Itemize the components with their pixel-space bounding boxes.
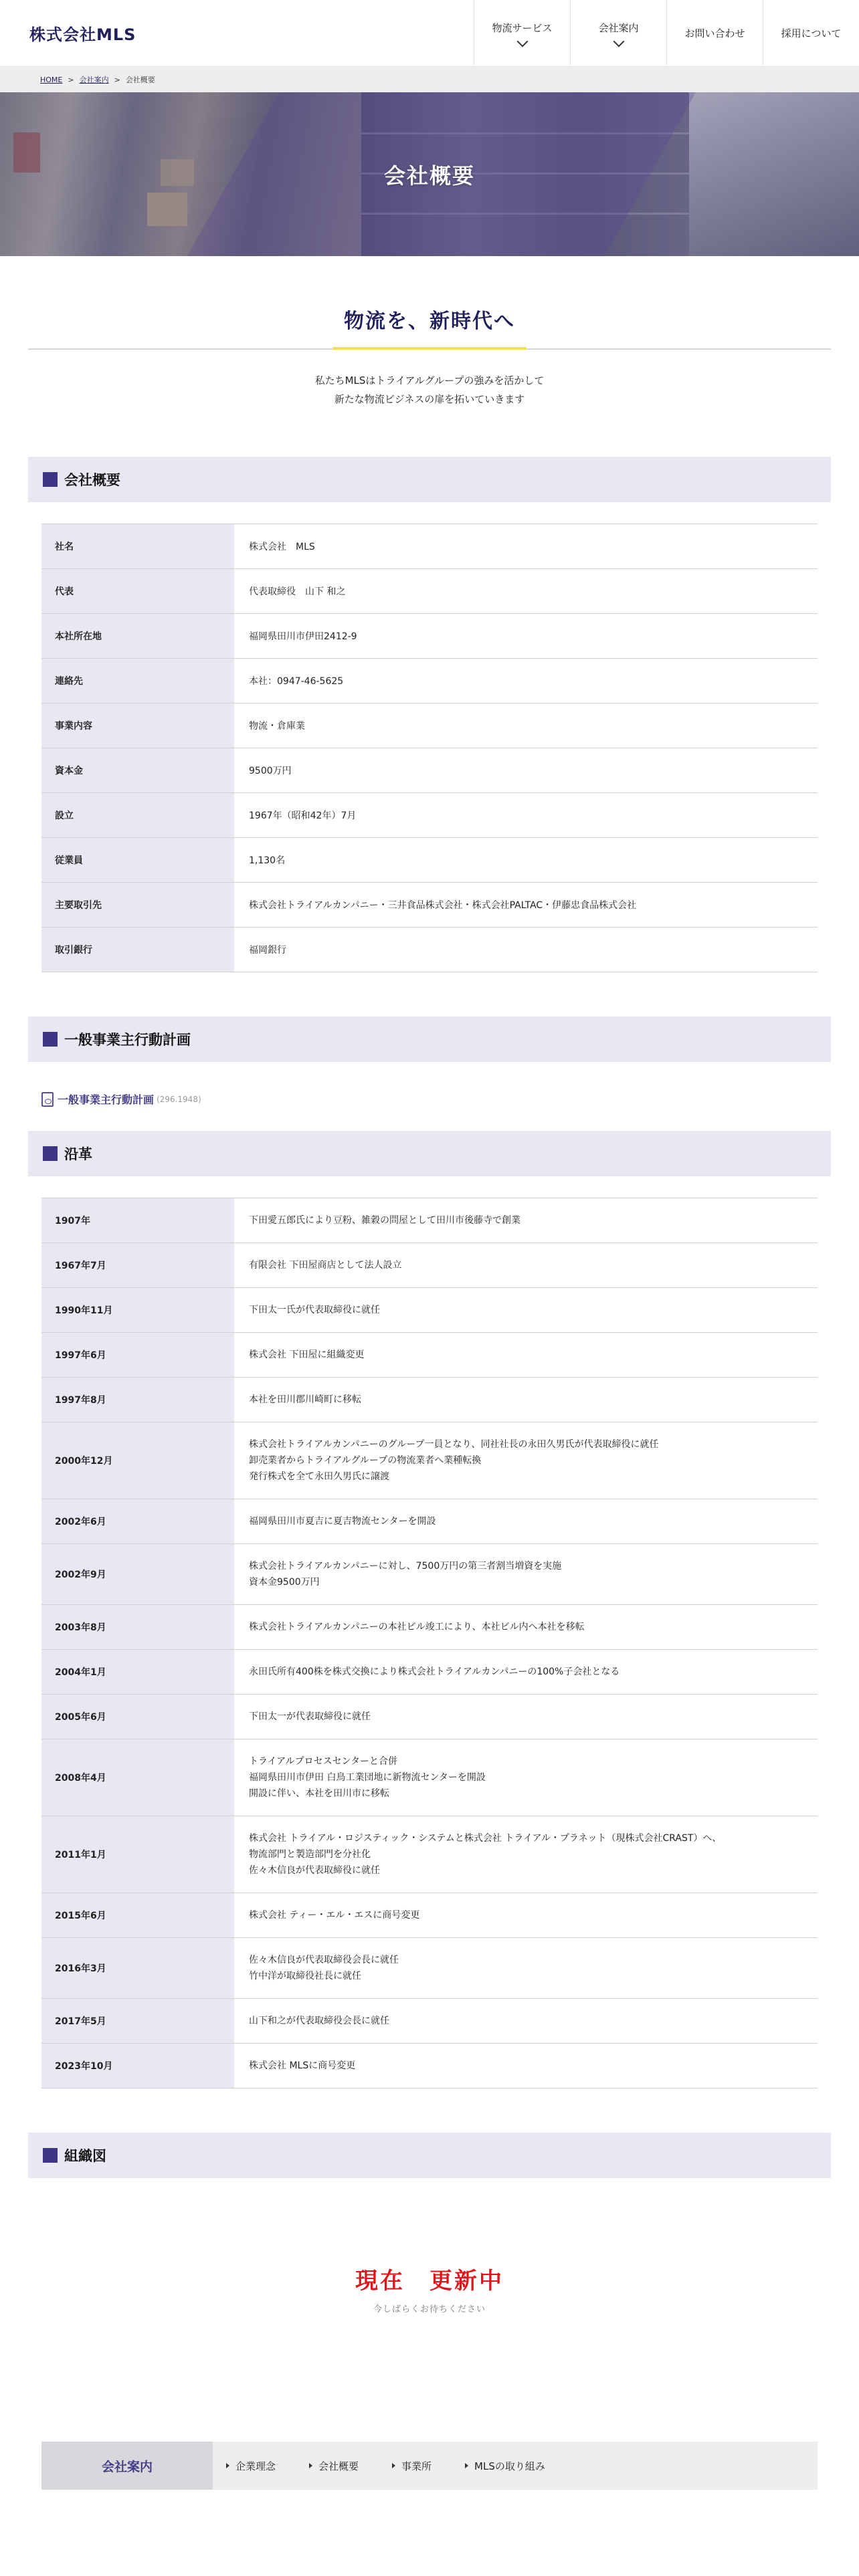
row-value [234, 1333, 818, 1378]
table-row [41, 1544, 818, 1605]
lead-text [0, 371, 859, 409]
table-row [41, 1650, 818, 1695]
table-row [41, 1605, 818, 1650]
table-row [41, 1938, 818, 1999]
updating-subtext: 今しばらくお待ちください [373, 2304, 486, 2315]
row-label: 従業員 [41, 838, 234, 883]
row-label: 2002年9月 [41, 1544, 234, 1605]
heading-square-icon [43, 472, 58, 487]
footer-link-label: 事業所 [401, 2460, 432, 2472]
row-value: 代表取締役 山下 和之 [234, 569, 818, 614]
row-value: 福岡銀行 [234, 928, 818, 972]
table-row [41, 928, 818, 972]
row-value [234, 1695, 818, 1739]
table-row [41, 883, 818, 928]
nav-label: 物流サービス [492, 22, 553, 34]
row-value: 本社：0947-46-5625 [234, 659, 818, 704]
row-value-line: 福岡県田川市伊田 白鳥工業団地に新物流センターを開設 [249, 1772, 486, 1783]
table-row [41, 569, 818, 614]
row-label: 1997年8月 [41, 1378, 234, 1422]
nav-label: 会社案内 [598, 22, 639, 34]
row-value [234, 1739, 818, 1816]
footer-link-label: 企業理念 [235, 2460, 276, 2472]
footer-link-offices[interactable] [392, 2459, 432, 2473]
site-logo[interactable]: 株式会社MLS [29, 25, 136, 44]
table-row [41, 1499, 818, 1544]
table-row [41, 1739, 818, 1816]
breadcrumb-home-link[interactable]: HOME [40, 75, 63, 84]
section-heading-overview [28, 457, 831, 502]
row-value-line: 山下和之が代表取締役会長に就任 [249, 2016, 389, 2026]
row-label: 2003年8月 [41, 1605, 234, 1650]
row-value-line: 有限会社 下田屋商店として法人設立 [249, 1260, 402, 1271]
row-label: 2016年3月 [41, 1938, 234, 1999]
row-value [234, 1816, 818, 1893]
row-label: 連絡先 [41, 659, 234, 704]
triangle-right-icon [465, 2463, 468, 2468]
footer-link-philosophy[interactable] [226, 2459, 276, 2473]
catch-heading [28, 303, 831, 350]
row-label: 1967年7月 [41, 1243, 234, 1288]
row-value-line: 株式会社 MLSに商号変更 [249, 2060, 356, 2071]
footer-link-label: 会社概要 [318, 2460, 359, 2472]
row-label: 2002年6月 [41, 1499, 234, 1544]
row-value: 株式会社 MLS [234, 524, 818, 569]
row-value-line: 卸売業者からトライアルグループの物流業者へ業種転換 [249, 1455, 482, 1466]
nav-recruit[interactable] [763, 0, 859, 66]
row-value-line: 発行株式を全て永田久男氏に譲渡 [249, 1471, 389, 1482]
row-label: 設立 [41, 793, 234, 838]
row-value-line: 物流部門と製造部門を分社化 [249, 1849, 371, 1860]
file-size: (296.1948) [157, 1094, 201, 1104]
site-header [0, 0, 859, 67]
catch-underline [332, 347, 527, 350]
row-label: 2008年4月 [41, 1739, 234, 1816]
row-value-line: トライアルプロセスセンターと合併 [249, 1756, 398, 1767]
nav-label: お問い合わせ [684, 27, 745, 39]
row-value-line: 株式会社 トライアル・ロジスティック・システムと株式会社 トライアル・プラネット（現株式会社CRAST）へ、 [249, 1833, 722, 1844]
table-row [41, 1893, 818, 1938]
action-plan-pdf-link[interactable]: 一般事業主行動計画 [58, 1093, 155, 1106]
footer-link-label: MLSの取り組み [474, 2460, 545, 2472]
row-label: 資本金 [41, 748, 234, 793]
lead-line: 私たちMLSはトライアルグループの強みを活かして [314, 374, 545, 387]
breadcrumb [0, 67, 859, 92]
row-value-line: 株式会社トライアルカンパニーの本社ビル竣工により、本社ビル内へ本社を移転 [249, 1622, 585, 1632]
footer-company-nav [41, 2442, 818, 2490]
row-label: 取引銀行 [41, 928, 234, 972]
row-value-line: 永田氏所有400株を株式交換により株式会社トライアルカンパニーの100%子会社となる [249, 1667, 620, 1677]
row-label: 2015年6月 [41, 1893, 234, 1938]
table-row [41, 1378, 818, 1422]
global-nav [474, 0, 859, 66]
table-row [41, 1695, 818, 1739]
row-label: 主要取引先 [41, 883, 234, 928]
section-heading-action-plan [28, 1016, 831, 1062]
row-value-line: 下田太一が代表取締役に就任 [249, 1711, 371, 1722]
row-value: 株式会社トライアルカンパニー・三井食品株式会社・株式会社PALTAC・伊藤忠食品株式会社 [234, 883, 818, 928]
nav-company-info[interactable] [570, 0, 666, 66]
breadcrumb-separator: > [114, 75, 120, 84]
action-plan-download [41, 1091, 859, 1107]
table-row [41, 1243, 818, 1288]
row-label: 2004年1月 [41, 1650, 234, 1695]
table-row [41, 1816, 818, 1893]
table-row [41, 1198, 818, 1243]
table-row [41, 1422, 818, 1499]
table-row [41, 838, 818, 883]
section-heading-label: 会社概要 [64, 472, 120, 488]
row-value [234, 1198, 818, 1243]
nav-logistics-services[interactable] [474, 0, 570, 66]
row-value [234, 1893, 818, 1938]
row-label: 2005年6月 [41, 1695, 234, 1739]
row-label: 2023年10月 [41, 2044, 234, 2088]
row-value: 9500万円 [234, 748, 818, 793]
breadcrumb-separator: > [68, 75, 74, 84]
row-label: 1990年11月 [41, 1288, 234, 1333]
row-value-line: 株式会社 ティー・エル・エスに商号変更 [249, 1910, 420, 1921]
section-heading-org-chart [28, 2133, 831, 2178]
heading-square-icon [43, 2148, 58, 2163]
row-value-line: 資本金9500万円 [249, 1577, 320, 1588]
row-value-line: 株式会社 下田屋に組織変更 [249, 1350, 365, 1360]
table-row [41, 2044, 818, 2088]
section-heading-label: 組織図 [64, 2148, 106, 2164]
table-row [41, 659, 818, 704]
triangle-right-icon [226, 2463, 229, 2468]
row-value [234, 1650, 818, 1695]
row-value: 1967年（昭和42年）7月 [234, 793, 818, 838]
heading-square-icon [43, 1146, 58, 1161]
table-row [41, 793, 818, 838]
table-row [41, 1333, 818, 1378]
chevron-down-icon [516, 36, 528, 47]
table-row [41, 748, 818, 793]
section-heading-history [28, 1131, 831, 1176]
row-value: 1,130名 [234, 838, 818, 883]
triangle-right-icon [309, 2463, 312, 2468]
footer-nav-title[interactable]: 会社案内 [41, 2442, 213, 2490]
row-value [234, 1243, 818, 1288]
table-row [41, 704, 818, 748]
row-value-line: 株式会社トライアルカンパニーのグループ一員となり、同社社長の永田久男氏が代表取締役に就任 [249, 1439, 659, 1450]
nav-label: 採用について [781, 27, 842, 39]
row-value [234, 2044, 818, 2088]
triangle-right-icon [392, 2463, 395, 2468]
updating-notice: 現在 更新中 [355, 2268, 504, 2294]
row-value [234, 1999, 818, 2044]
row-label: 社名 [41, 524, 234, 569]
row-label: 2011年1月 [41, 1816, 234, 1893]
row-value [234, 1422, 818, 1499]
row-label: 1997年6月 [41, 1333, 234, 1378]
table-row [41, 614, 818, 659]
catch-title: 物流を、新時代へ [344, 310, 515, 333]
row-value: 物流・倉庫業 [234, 704, 818, 748]
row-value-line: 下田太一氏が代表取締役に就任 [249, 1305, 380, 1315]
row-value-line: 開設に伴い、本社を田川市に移転 [249, 1788, 389, 1799]
row-value [234, 1544, 818, 1605]
row-value [234, 1938, 818, 1999]
row-value-line: 下田愛五郎氏により豆粉、雑穀の問屋として田川市後藤寺で創業 [249, 1215, 520, 1226]
breadcrumb-current: 会社概要 [125, 76, 155, 84]
pdf-icon [41, 1092, 54, 1107]
row-value-line: 佐々木信良が代表取締役に就任 [249, 1865, 380, 1876]
page-title: 会社概要 [383, 163, 475, 189]
row-value-line: 佐々木信良が代表取締役会長に就任 [249, 1955, 399, 1965]
hero-banner [0, 92, 859, 256]
row-label: 2000年12月 [41, 1422, 234, 1499]
table-row [41, 1999, 818, 2044]
row-label: 1907年 [41, 1198, 234, 1243]
row-label: 事業内容 [41, 704, 234, 748]
table-row [41, 524, 818, 569]
row-value-line: 株式会社トライアルカンパニーに対し、7500万円の第三者割当増資を実施 [249, 1561, 562, 1572]
table-row [41, 1288, 818, 1333]
row-label: 2017年5月 [41, 1999, 234, 2044]
breadcrumb-parent-link[interactable]: 会社案内 [79, 76, 109, 84]
org-chart-updating [0, 2262, 859, 2315]
row-label: 本社所在地 [41, 614, 234, 659]
row-value [234, 1605, 818, 1650]
history-table [41, 1198, 818, 2088]
row-value [234, 1378, 818, 1422]
row-value-line: 竹中洋が取締役社長に就任 [249, 1971, 361, 1981]
overview-table [41, 524, 818, 972]
section-heading-label: 一般事業主行動計画 [64, 1032, 191, 1048]
chevron-down-icon [613, 36, 624, 47]
lead-line: 新たな物流ビジネスの扉を拓いていきます [334, 393, 525, 405]
footer-link-overview[interactable] [309, 2459, 359, 2473]
row-value-line: 福岡県田川市夏吉に夏吉物流センターを開設 [249, 1516, 436, 1527]
heading-square-icon [43, 1032, 58, 1047]
row-value: 福岡県田川市伊田2412-9 [234, 614, 818, 659]
row-value [234, 1288, 818, 1333]
footer-link-initiatives[interactable] [465, 2459, 545, 2473]
row-value-line: 本社を田川郡川崎町に移転 [249, 1394, 361, 1405]
section-heading-label: 沿革 [64, 1146, 92, 1162]
row-label: 代表 [41, 569, 234, 614]
nav-contact[interactable] [666, 0, 763, 66]
row-value [234, 1499, 818, 1544]
